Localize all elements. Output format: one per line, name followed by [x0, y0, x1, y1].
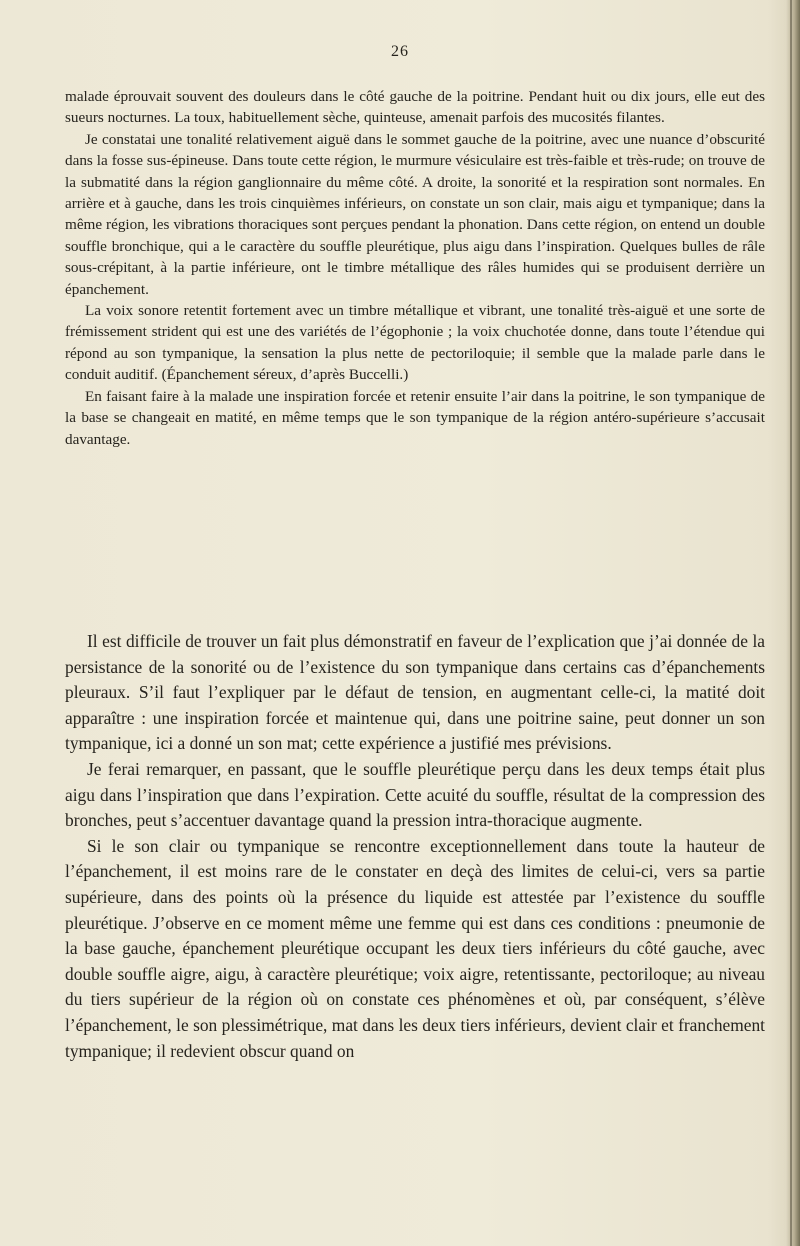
paragraph: malade éprouvait souvent des douleurs dans le côté gauche de la poitrine. Pendant huit ou dix jours, elle eut des sueurs nocturnes. La toux, habituellement sèche, quinteuse, amenait parfois des mucosités filantes.	[65, 88, 765, 127]
paragraph: En faisant faire à la malade une inspiration forcée et retenir ensuite l’air dans la poitrine, le son tympanique de la base se changeait en matité, en même temps que le son tympanique de la région antéro-supérieure s’accusait davantage.	[65, 387, 765, 448]
page-number: 26	[391, 43, 409, 60]
page-edge-line	[790, 0, 792, 1246]
paragraph: Je constatai une tonalité relativement aiguë dans le sommet gauche de la poitrine, avec une nuance d’obscurité dans la fosse sus-épineuse. Dans toute cette région, le murmure vésiculaire est très-faible et très-rude; on trouve de la submatité dans la région ganglionnaire du même côté. A droite, la sonorité et la respiration sont normales. En arrière et à gauche, dans les trois cinquièmes inférieurs, on constate un son clair, mais aigu et tympanique; dans la même région, les vibrations thoraciques sont perçues pendant la phonation. Dans cette région, on entend un double souffle bronchique, qui a le caractère du souffle pleurétique, plus aigu dans l’inspiration. Quelques bulles de râle sous-crépitant, à la partie inférieure, ont le timbre métallique des râles humides qui se produisent derrière un épanchement.	[65, 130, 765, 298]
paragraph: Si le son clair ou tympanique se rencontre exceptionnellement dans toute la hauteur de l’épanchement, il est moins rare de le constater en deçà des limites de celui-ci, vers sa partie supérieure, dans des points où la présence du liquide est attestée par l’existence du souffle pleurétique. J’observe en ce moment même une femme qui est dans ces conditions : pneumonie de la base gauche, épanchement pleurétique occupant les deux tiers inférieurs du côté gauche, avec double souffle aigre, aigu, à caractère pleurétique; voix aigre, retentissante, pectoriloque; au niveau du tiers supérieur de la région où on constate ces phénomènes et où, par conséquent, s’élève l’épanchement, le son plessimétrique, mat dans les deux tiers inférieurs, devient clair et franchement tympanique; il redevient obscur quand on	[65, 835, 765, 1061]
commentary-text	[65, 629, 765, 1064]
page-edge-shadow	[786, 0, 800, 1246]
paragraph: Il est difficile de trouver un fait plus démonstratif en faveur de l’explication que j’ai donnée de la persistance de la sonorité ou de l’existence du son tympanique dans certains cas d’épanchements pleuraux. S’il faut l’expliquer par le défaut de tension, en augmentant celle-ci, la matité doit apparaître : une inspiration forcée et maintenue qui, dans une poitrine saine, peut donner un son tympanique, ici a donné un son mat; cette expérience a justifié mes prévisions.	[65, 631, 765, 754]
paragraph: La voix sonore retentit fortement avec un timbre métallique et vibrant, une tonalité très-aiguë et une sorte de frémissement strident qui est une des variétés de l’égophonie ; la voix chuchotée donne, dans toute l’étendue qui répond au son tympanique, la sensation la plus nette de pectoriloquie; il semble que la malade parle dans le conduit auditif. (Épanchement séreux, d’après Buccelli.)	[65, 302, 765, 384]
case-observation-text	[65, 86, 765, 450]
paragraph: Je ferai remarquer, en passant, que le souffle pleurétique perçu dans les deux temps était plus aigu dans l’inspiration que dans l’expiration. Cette acuité du souffle, résultat de la compression des bronches, peut s’accentuer davantage quand la pression intra-thoracique augmente.	[65, 758, 765, 831]
